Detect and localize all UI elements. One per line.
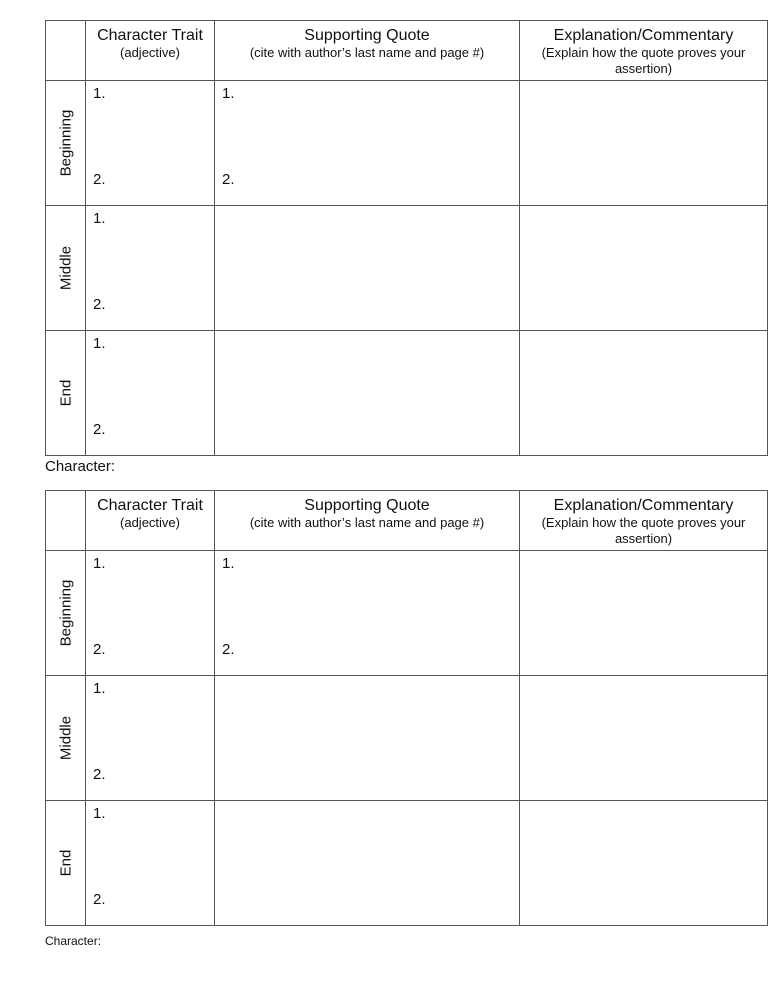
quote-cell[interactable]	[215, 331, 520, 456]
explanation-cell[interactable]	[520, 551, 768, 676]
header-supporting-quote: Supporting Quote (cite with author’s last name and page #)	[215, 21, 520, 81]
header-explanation: Explanation/Commentary (Explain how the quote proves your assertion)	[520, 21, 768, 81]
stage-label-beginning: Beginning	[46, 81, 86, 206]
stage-label-middle: Middle	[46, 676, 86, 801]
corner-cell	[46, 21, 86, 81]
quote-cell[interactable]: 1. 2.	[215, 81, 520, 206]
explanation-cell[interactable]	[520, 801, 768, 926]
table-row-middle	[46, 676, 768, 801]
header-supporting-quote: Supporting Quote (cite with author’s last name and page #)	[215, 491, 520, 551]
trait-cell[interactable]: 1. 2.	[86, 81, 215, 206]
character-trait-table-2	[45, 490, 768, 926]
explanation-cell[interactable]	[520, 331, 768, 456]
explanation-cell[interactable]	[520, 81, 768, 206]
quote-cell[interactable]: 1. 2.	[215, 551, 520, 676]
trait-cell[interactable]: 1. 2.	[86, 206, 215, 331]
table-row-end	[46, 331, 768, 456]
table-row-middle	[46, 206, 768, 331]
explanation-cell[interactable]	[520, 206, 768, 331]
header-explanation: Explanation/Commentary (Explain how the quote proves your assertion)	[520, 491, 768, 551]
quote-cell[interactable]	[215, 206, 520, 331]
table-row-beginning	[46, 551, 768, 676]
corner-cell	[46, 491, 86, 551]
explanation-cell[interactable]	[520, 676, 768, 801]
character-trait-table-1	[45, 20, 768, 456]
stage-label-end: End	[46, 801, 86, 926]
stage-label-middle: Middle	[46, 206, 86, 331]
table-row-end	[46, 801, 768, 926]
trait-cell[interactable]: 1. 2.	[86, 551, 215, 676]
header-character-trait: Character Trait (adjective)	[86, 21, 215, 81]
table-row-beginning	[46, 81, 768, 206]
trait-cell[interactable]: 1. 2.	[86, 331, 215, 456]
stage-label-beginning: Beginning	[46, 551, 86, 676]
stage-label-end: End	[46, 331, 86, 456]
quote-cell[interactable]	[215, 801, 520, 926]
trait-cell[interactable]: 1. 2.	[86, 801, 215, 926]
character-label-bottom: Character:	[45, 934, 102, 948]
trait-cell[interactable]: 1. 2.	[86, 676, 215, 801]
header-character-trait: Character Trait (adjective)	[86, 491, 215, 551]
character-label: Character:	[45, 458, 116, 475]
quote-cell[interactable]	[215, 676, 520, 801]
